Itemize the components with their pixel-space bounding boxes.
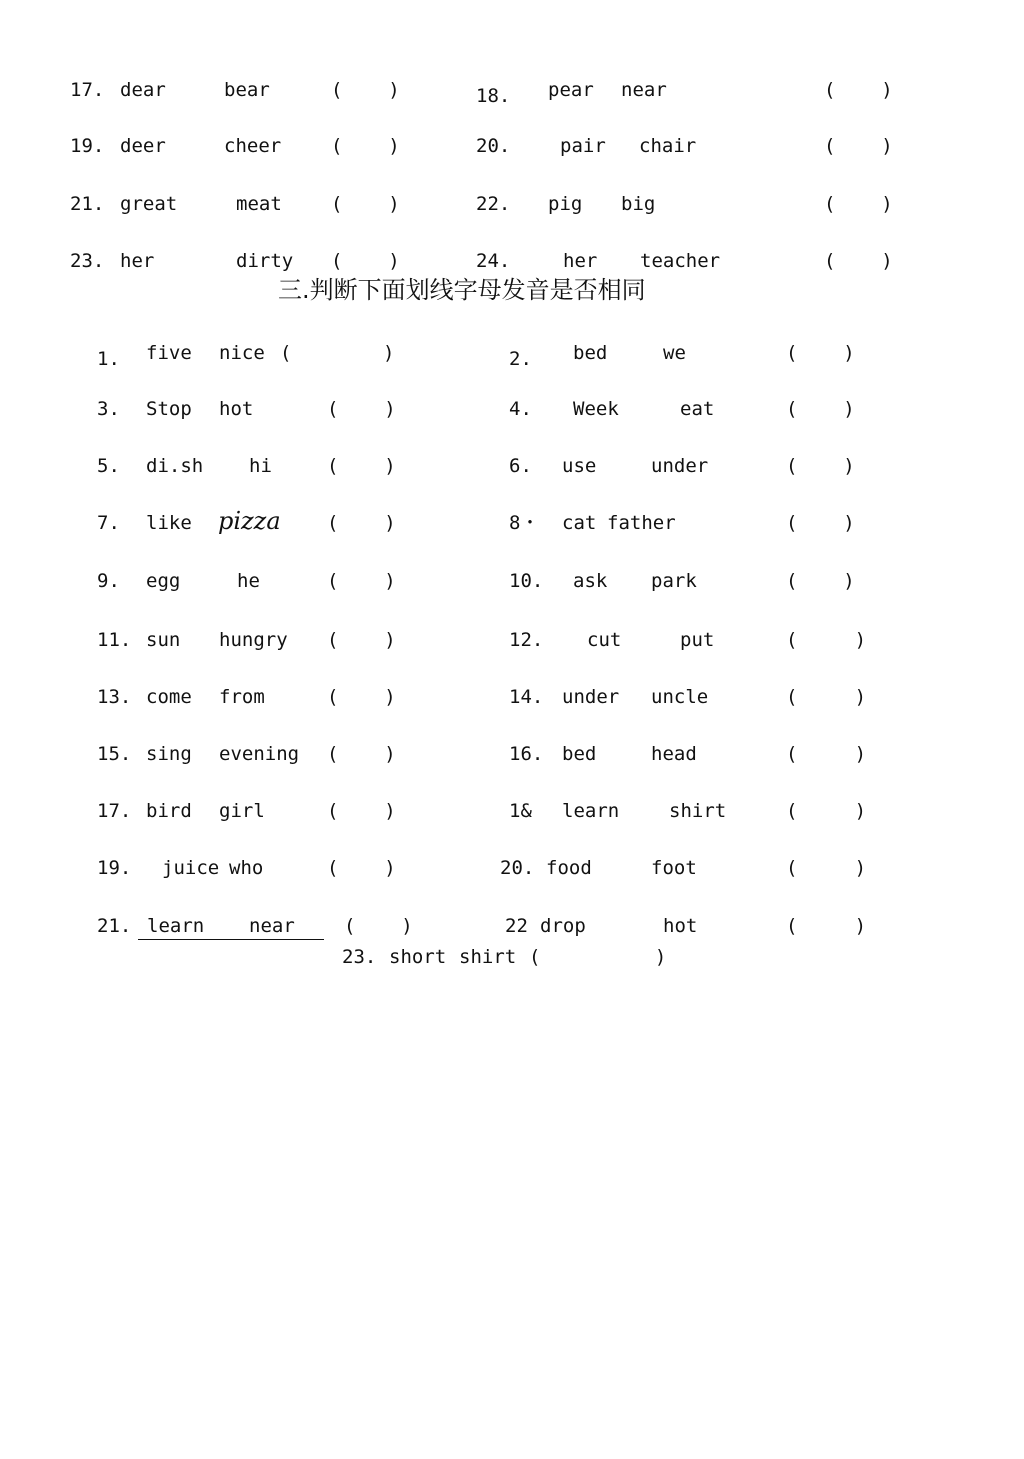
word-1: deer [120,135,166,157]
item-number: 3. [97,398,120,420]
item-number: 23. [342,946,377,968]
item-number: 17. [97,800,132,822]
word-2: we [663,342,686,364]
item-number: 15. [97,743,132,765]
answer-blank[interactable]: ( ) [786,915,867,937]
item-number: 13. [97,686,132,708]
answer-blank[interactable]: ( ) [786,455,855,477]
word-1: sun [146,629,181,651]
word-1: come [146,686,192,708]
answer-blank[interactable]: ( ) [344,915,413,937]
item-number: 12. [509,629,544,651]
word-1: pair [560,135,606,157]
word-1: learn [147,915,205,937]
word-1: juice [162,857,220,879]
answer-blank[interactable]: ( ) [786,398,855,420]
answer-blank[interactable]: ( ) [331,135,400,157]
word-2: chair [639,135,697,157]
answer-blank[interactable]: ( ) [331,79,400,101]
answer-blank[interactable]: ( ) [280,342,395,364]
answer-blank[interactable]: ( ) [786,629,867,651]
word-1: cat [562,512,597,534]
answer-blank[interactable]: ( ) [327,512,396,534]
item-number: 20. [476,135,511,157]
word-1: Stop [146,398,192,420]
item-number: 19. [70,135,105,157]
word-1: like [146,512,192,534]
item-number: 18. [476,85,511,107]
word-1: Week [573,398,619,420]
word-1: bed [573,342,608,364]
answer-blank[interactable]: ( ) [331,193,400,215]
answer-blank[interactable]: ( ) [327,686,396,708]
word-2: father [607,512,676,534]
item-number: 22. [476,193,511,215]
item-number: 1& [509,800,532,822]
word-2: he [237,570,260,592]
word-1: sing [146,743,192,765]
section-heading: 三.判断下面划线字母发音是否相同 [278,276,646,304]
word-2: cheer [224,135,282,157]
word-1: short [389,946,447,968]
answer-blank[interactable]: ( ) [786,512,855,534]
word-1: great [120,193,178,215]
word-2: head [651,743,697,765]
word-2: uncle [651,686,709,708]
answer-blank[interactable]: ( ) [327,743,396,765]
word-2: dirty [236,250,294,272]
item-number: 23. [70,250,105,272]
word-1: her [563,250,598,272]
item-number: 22 [505,915,528,937]
underline [138,939,324,940]
item-number: 8・ [509,512,540,534]
answer-blank[interactable]: ( ) [786,342,855,364]
item-number: 7. [97,512,120,534]
word-2: park [651,570,697,592]
answer-blank[interactable]: ( ) [331,250,400,272]
word-2: from [219,686,265,708]
answer-blank[interactable]: ( ) [786,686,867,708]
word-1: pig [548,193,583,215]
word-2: teacher [640,250,721,272]
word-1: food [546,857,592,879]
word-2: big [621,193,656,215]
word-2: who [229,857,264,879]
word-2: eat [680,398,715,420]
word-2: shirt [459,946,517,968]
word-2: put [680,629,715,651]
item-number: 4. [509,398,532,420]
word-2: evening [219,743,300,765]
word-2: near [249,915,295,937]
answer-blank[interactable]: ( ) [824,193,893,215]
answer-blank[interactable]: ( ) [824,250,893,272]
word-1: ask [573,570,608,592]
word-1: pear [548,79,594,101]
word-2: foot [651,857,697,879]
item-number: 16. [509,743,544,765]
word-1: bed [562,743,597,765]
item-number: 24. [476,250,511,272]
word-1: di.sh [146,455,204,477]
answer-blank[interactable]: ( ) [327,629,396,651]
item-number: 21. [70,193,105,215]
answer-blank[interactable]: ( ) [327,455,396,477]
word-1: her [120,250,155,272]
answer-blank[interactable]: ( ) [327,398,396,420]
answer-blank[interactable]: ( ) [327,857,396,879]
word-2: hot [219,398,254,420]
item-number: 1. [97,348,120,370]
word-2: girl [219,800,265,822]
item-number: 14. [509,686,544,708]
word-2: hi [249,455,272,477]
word-2: nice [219,342,265,364]
word-2: under [651,455,709,477]
word-2: bear [224,79,270,101]
answer-blank[interactable]: ( ) [824,79,893,101]
answer-blank[interactable]: ( ) [786,743,867,765]
word-2: hungry [219,629,288,651]
item-number: 11. [97,629,132,651]
word-2: pizza [218,507,281,535]
word-2: hot [663,915,698,937]
word-1: learn [562,800,620,822]
answer-blank[interactable]: ( ) [824,135,893,157]
item-number: 6. [509,455,532,477]
word-1: cut [587,629,622,651]
item-number: 9. [97,570,120,592]
answer-blank[interactable]: ( ) [327,570,396,592]
item-number: 10. [509,570,544,592]
word-1: egg [146,570,181,592]
item-number: 5. [97,455,120,477]
word-2: meat [236,193,282,215]
answer-blank[interactable]: ( ) [786,800,867,822]
answer-blank[interactable]: ( ) [529,946,667,968]
word-1: bird [146,800,192,822]
word-1: five [146,342,192,364]
item-number: 17. [70,79,105,101]
item-number: 20. [500,857,535,879]
word-2: shirt [669,800,727,822]
item-number: 21. [97,915,132,937]
word-1: under [562,686,620,708]
answer-blank[interactable]: ( ) [327,800,396,822]
item-number: 2. [509,348,532,370]
answer-blank[interactable]: ( ) [786,857,867,879]
word-1: use [562,455,597,477]
word-1: dear [120,79,166,101]
word-2: near [621,79,667,101]
answer-blank[interactable]: ( ) [786,570,855,592]
item-number: 19. [97,857,132,879]
word-1: drop [540,915,586,937]
